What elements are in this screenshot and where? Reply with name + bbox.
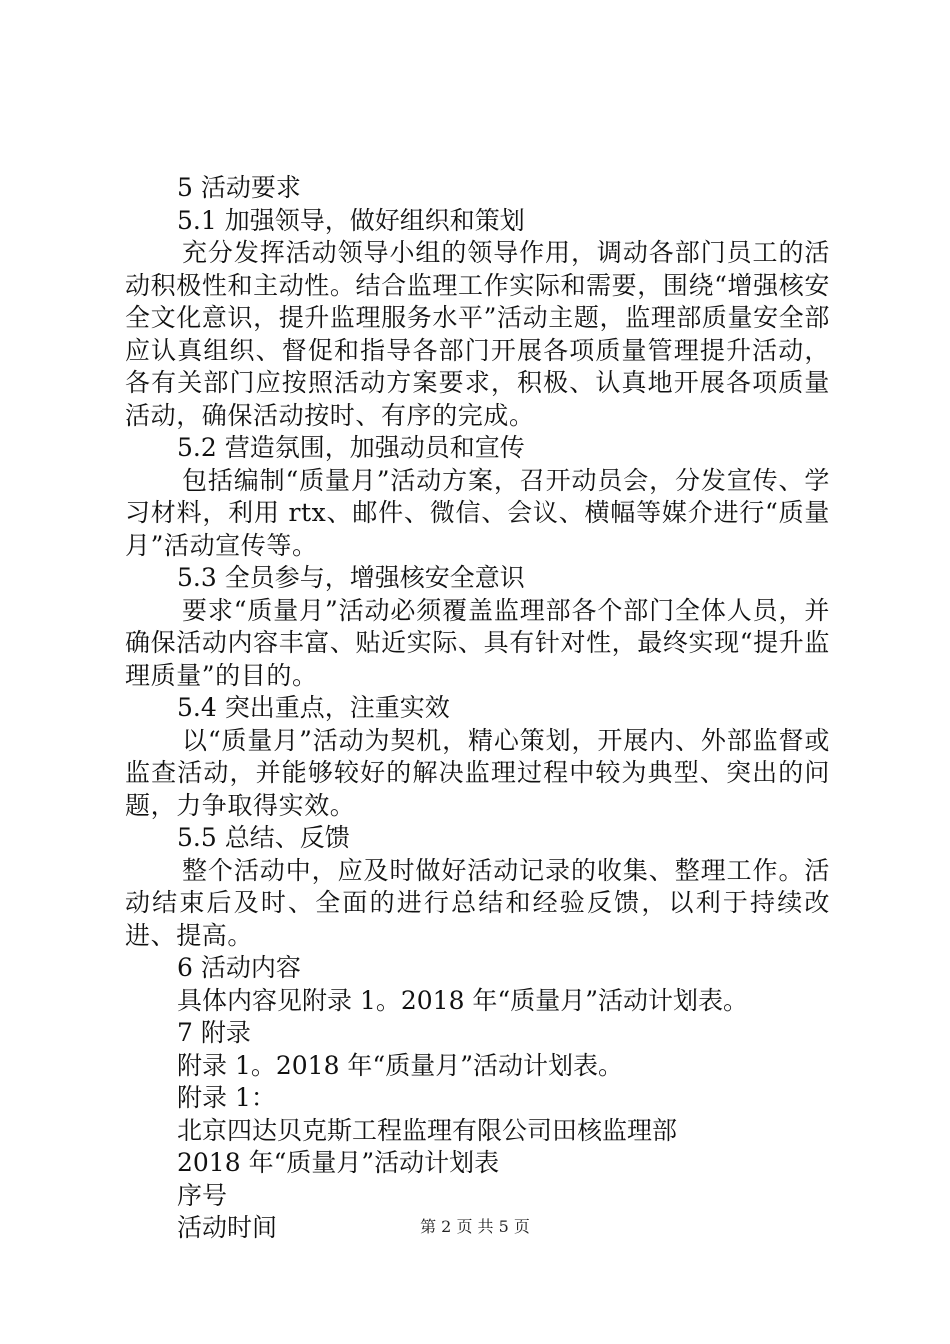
table-header-activity-time: 活动时间 — [177, 1213, 278, 1242]
subsection-heading-5-5: 5.5 总结、反馈 — [177, 823, 350, 852]
paragraph-5-3: 要求“质量月”活动必须覆盖监理部各个部门全体人员，并确保活动内容丰富、贴近实际、具有针对性，最终实现“提升监理质量”的目的。 — [125, 595, 830, 690]
paragraph-5-5: 整个活动中，应及时做好活动记录的收集、整理工作。活动结束后及时、全面的进行总结和经验反馈，以利于持续改进、提高。 — [125, 855, 830, 950]
company-name-line: 北京四达贝克斯工程监理有限公司田核监理部 — [177, 1115, 678, 1145]
appendix-label: 附录 1： — [177, 1083, 276, 1112]
page-number-footer: 第 2 页 共 5 页 — [420, 1217, 530, 1236]
content-reference-line: 具体内容见附录 1。2018 年“质量月”活动计划表。 — [177, 985, 748, 1015]
document-body — [125, 172, 830, 1245]
subsection-heading-5-2: 5.2 营造氛围，加强动员和宣传 — [177, 433, 525, 462]
appendix-list-line: 附录 1。2018 年“质量月”活动计划表。 — [177, 1050, 623, 1080]
section-heading-6: 6 活动内容 — [177, 953, 301, 982]
paragraph-5-1: 充分发挥活动领导小组的领导作用，调动各部门员工的活动积极性和主动性。结合监理工作实际和需要，围绕“增强核安全文化意识，提升监理服务水平”活动主题，监理部质量安全部应认真组织、督促和指导各部门开展各项质量管理提升活动，各有关部门应按照活动方案要求，积极、认真地开展各项质量活动，确保活动按时、有序的完成。 — [125, 238, 830, 430]
plan-table-title: 2018 年“质量月”活动计划表 — [177, 1148, 500, 1177]
section-heading-5: 5 活动要求 — [177, 173, 301, 202]
subsection-heading-5-1: 5.1 加强领导，做好组织和策划 — [177, 205, 525, 235]
table-header-serial: 序号 — [177, 1180, 228, 1210]
section-heading-7: 7 附录 — [177, 1018, 251, 1047]
subsection-heading-5-4: 5.4 突出重点，注重实效 — [177, 693, 450, 722]
paragraph-5-4: 以“质量月”活动为契机，精心策划，开展内、外部监督或监查活动，并能够较好的解决监理过程中较为典型、突出的问题，力争取得实效。 — [125, 725, 830, 820]
paragraph-5-2: 包括编制“质量月”活动方案，召开动员会，分发宣传、学习材料，利用 rtx、邮件、微信、会议、横幅等媒介进行“质量月”活动宣传等。 — [125, 465, 830, 560]
subsection-heading-5-3: 5.3 全员参与，增强核安全意识 — [177, 563, 525, 592]
